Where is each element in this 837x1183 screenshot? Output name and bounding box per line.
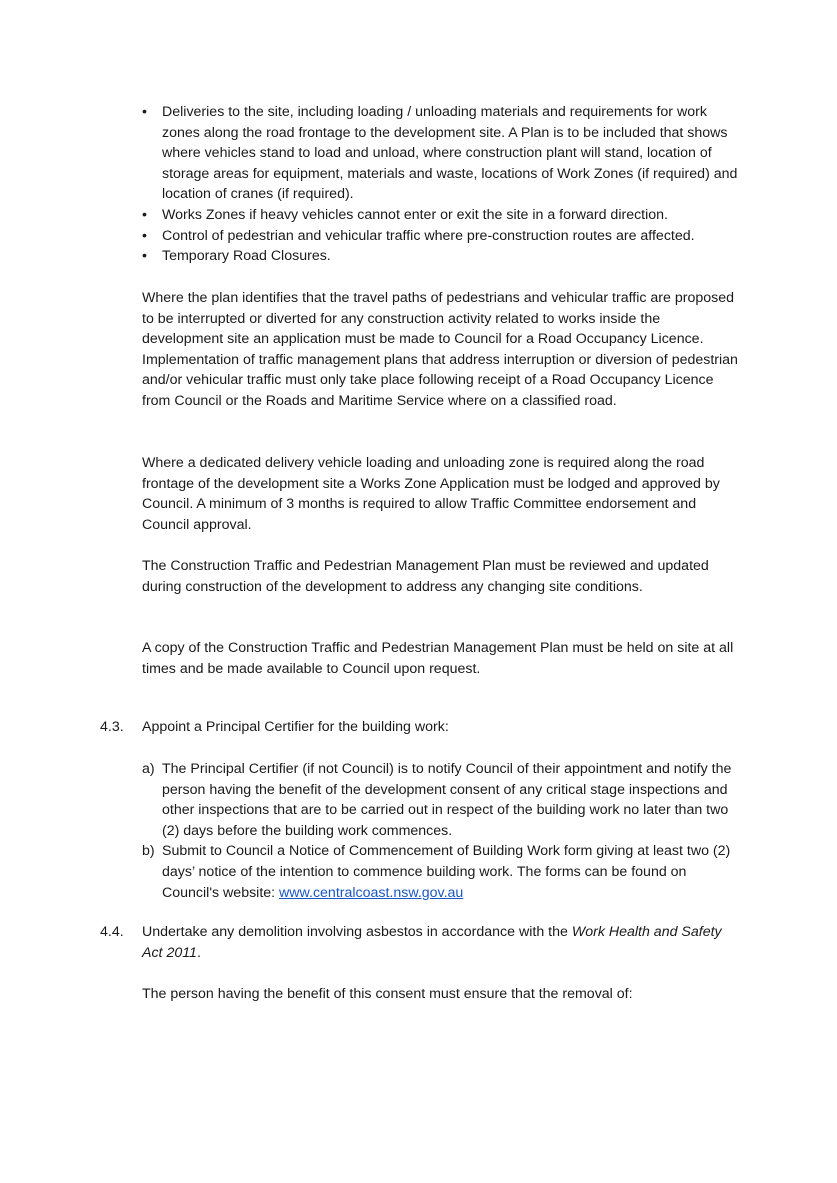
sublist-text: The Principal Certifier (if not Council) is to notify Council of their appointment and notify the person having the benefit of the development consent of any critical stage inspections and other inspections that are to be carried out in respect of the building work no later than two (2) days before the building work commences. xyxy=(162,761,732,839)
item-4-3-heading xyxy=(100,717,740,738)
list-item xyxy=(142,841,742,903)
list-item: • Temporary Road Closures. xyxy=(142,246,742,267)
bullet-marker: • xyxy=(142,206,147,223)
list-item: • Works Zones if heavy vehicles cannot enter or exit the site in a forward direction. xyxy=(142,205,742,226)
sublist-text: Submit to Council a Notice of Commencement of Building Work form giving at least two (2) days’ notice of the intention to commence building work. The forms can be found on Council's website: xyxy=(162,843,731,901)
council-website-link[interactable]: www.centralcoast.nsw.gov.au xyxy=(279,884,464,901)
principal-certifier-sublist xyxy=(142,759,742,903)
asbestos-removal-paragraph: The person having the benefit of this consent must ensure that the removal of: xyxy=(142,986,633,1002)
copy-plan-paragraph: A copy of the Construction Traffic and Pedestrian Management Plan must be held on site at all times and be made available to Council upon request. xyxy=(142,640,734,677)
requirements-bullet-list xyxy=(142,102,742,267)
list-item: • Control of pedestrian and vehicular traffic where pre-construction routes are affected. xyxy=(142,226,742,247)
item-heading-text: Undertake any demolition involving asbestos in accordance with the Work Health and Safety Act 2011. xyxy=(142,924,722,961)
item-number: 4.4. xyxy=(100,924,124,940)
list-item: • Deliveries to the site, including loading / unloading materials and requirements for work zones along the road frontage to the development site. A Plan is to be included that shows where vehicles stand to load and unload, where construction plant will stand, location of storage areas for equipment, materials and waste, locations of Work Zones (if required) and location of cranes (if required). xyxy=(142,104,738,203)
list-item xyxy=(142,759,742,841)
bullet-marker: • xyxy=(142,227,147,244)
item-4-4-heading xyxy=(100,922,740,963)
sublist-marker: a) xyxy=(142,761,155,777)
delivery-zone-paragraph: Where a dedicated delivery vehicle loading and unloading zone is required along the road frontage of the development site a Works Zone Application must be lodged and approved by Council. A minimum of 3 months is required to allow Traffic Committee endorsement and Council approval. xyxy=(142,455,720,533)
act-title: Work Health and Safety Act 2011 xyxy=(142,924,722,961)
review-plan-paragraph: The Construction Traffic and Pedestrian Management Plan must be reviewed and updated during construction of the development to address any changing site conditions. xyxy=(142,558,709,595)
item-number: 4.3. xyxy=(100,719,124,735)
bullet-marker: • xyxy=(142,104,147,120)
bullet-marker: • xyxy=(142,248,147,265)
travel-paths-paragraph: Where the plan identifies that the travel paths of pedestrians and vehicular traffic are proposed to be interrupted or diverted for any construction activity related to works inside the development site an application must be made to Council for a Road Occupancy Licence. Implementation of traffic management plans that address interruption or diversion of pedestrian and/or vehicular traffic must only take place following receipt of a Road Occupancy Licence from Council or the Roads and Maritime Service where on a classified road. xyxy=(142,290,738,409)
sublist-marker: b) xyxy=(142,843,155,860)
item-heading-text: Appoint a Principal Certifier for the building work: xyxy=(142,719,449,735)
